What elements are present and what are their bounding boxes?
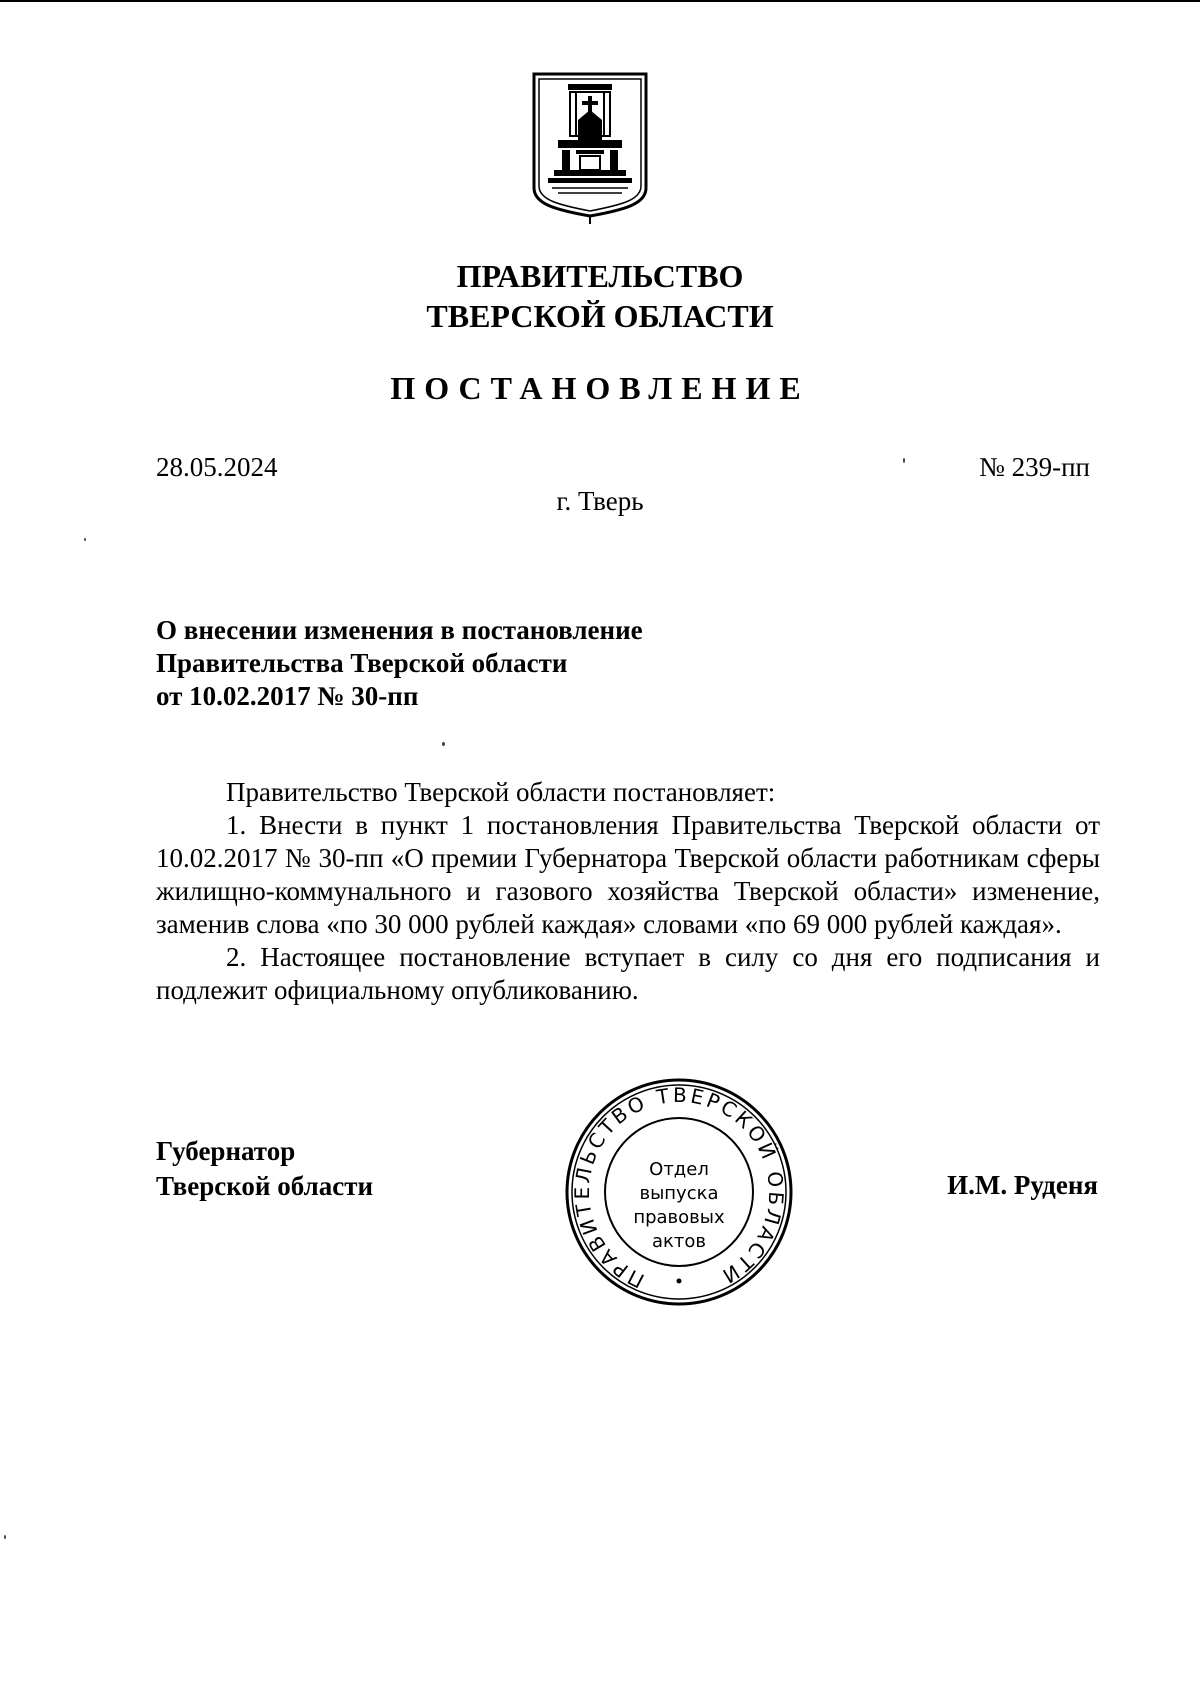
document-type-heading: ПОСТАНОВЛЕНИЕ xyxy=(390,370,810,406)
coat-of-arms-emblem xyxy=(528,70,652,226)
body-item-2: 2. Настоящее постановление вступает в силу со дня его подписания и подлежит официальному опубликованию. xyxy=(156,942,1100,1005)
government-title xyxy=(0,256,1200,336)
subject-line1: О внесении изменения в постановление xyxy=(156,615,643,645)
signer-name: И.М. Руденя xyxy=(947,1170,1098,1200)
document-subject xyxy=(156,614,643,713)
body-intro: Правительство Тверской области постановляет: xyxy=(226,777,776,807)
signer-position-line1: Губернатор xyxy=(156,1136,296,1166)
stamp-center-line4: актов xyxy=(651,1231,707,1252)
document-number: № 239-пп xyxy=(979,452,1090,482)
stamp-center-line2: выпуска xyxy=(639,1183,719,1204)
official-stamp xyxy=(562,1075,796,1309)
government-title-line1: ПРАВИТЕЛЬСТВО xyxy=(456,258,744,294)
stamp-center-line1: Отдел xyxy=(649,1159,709,1180)
subject-line3: от 10.02.2017 № 30-пп xyxy=(156,681,419,711)
document-body xyxy=(156,776,1100,1007)
scan-top-border xyxy=(0,0,1200,2)
subject-line2: Правительства Тверской области xyxy=(156,648,568,678)
scan-speck xyxy=(84,538,86,541)
signer-position-line2: Тверской области xyxy=(156,1171,374,1201)
stamp-center-line3: правовых xyxy=(633,1207,725,1228)
scan-speck xyxy=(4,1535,6,1539)
document-city: г. Тверь xyxy=(556,486,644,516)
body-item-1: 1. Внести в пункт 1 постановления Правительства Тверской области от 10.02.2017 № 30-пп «О премии Губернатора Тверской области работникам сферы жилищно-коммунального и газового хозяйства Тверской области» изменение, заменив слова «по 30 000 рублей каждая» словами «по 69 000 рублей каждая». xyxy=(156,810,1100,939)
stamp-ring-text: ПРАВИТЕЛЬСТВО ТВЕРСКОЙ ОБЛАСТИ xyxy=(570,1082,789,1293)
signer-position xyxy=(156,1134,373,1204)
government-title-line2: ТВЕРСКОЙ ОБЛАСТИ xyxy=(426,298,774,334)
scan-speck xyxy=(442,742,445,746)
document-date: 28.05.2024 xyxy=(156,452,278,482)
scan-speck xyxy=(903,458,905,463)
stamp-star-mark xyxy=(677,1279,682,1284)
